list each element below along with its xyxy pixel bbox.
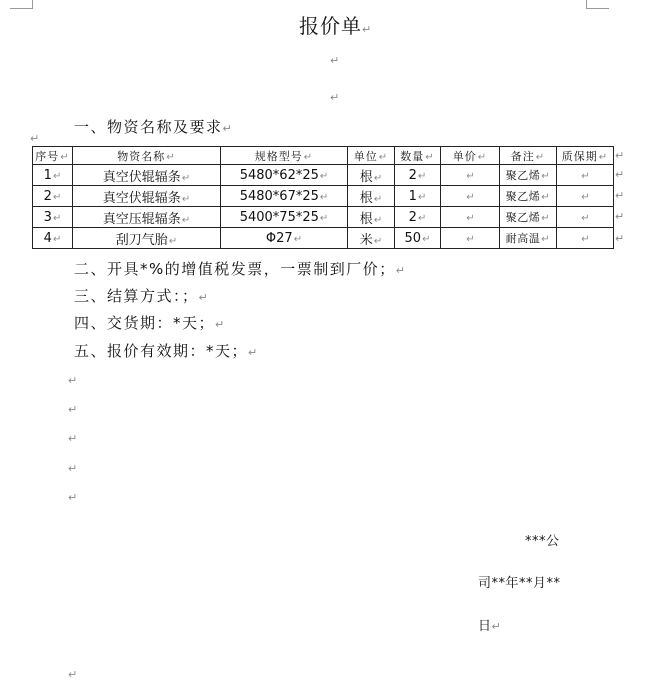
cell-warranty: ↵ bbox=[557, 228, 614, 249]
cell-no: 1↵ bbox=[33, 165, 73, 186]
cell-no: 4↵ bbox=[33, 228, 73, 249]
table-header-row bbox=[33, 147, 614, 165]
crop-mark-top-right bbox=[586, 0, 609, 9]
header-cell: 物资名称↵ bbox=[73, 147, 221, 165]
cell-warranty: ↵ bbox=[557, 186, 614, 207]
header-cell: 单价↵ bbox=[441, 147, 500, 165]
cell-name: 刮刀气胎↵ bbox=[73, 228, 221, 249]
header-cell: 质保期↵ bbox=[557, 147, 614, 165]
cell-note: 聚乙烯↵ bbox=[500, 186, 557, 207]
cell-qty: 2↵ bbox=[395, 165, 441, 186]
row-end-mark: ↵ bbox=[615, 232, 625, 245]
section-heading-3: 三、结算方式：；↵ bbox=[74, 287, 210, 305]
empty-paragraph: ↵ bbox=[68, 491, 78, 504]
cell-name: 真空压辊辐条↵ bbox=[73, 207, 221, 228]
table-row bbox=[33, 207, 614, 228]
empty-paragraph: ↵ bbox=[330, 91, 340, 104]
signature-company: ***公 bbox=[525, 534, 560, 549]
header-cell: 备注↵ bbox=[500, 147, 557, 165]
cell-name: 真空伏辊辐条↵ bbox=[73, 165, 221, 186]
empty-paragraph: ↵ bbox=[30, 132, 40, 145]
cell-warranty: ↵ bbox=[557, 165, 614, 186]
signature-date: 司**年**月** bbox=[478, 576, 561, 591]
header-cell: 数量↵ bbox=[395, 147, 441, 165]
empty-paragraph: ↵ bbox=[68, 403, 78, 416]
cell-spec: 5480*62*25↵ bbox=[221, 165, 348, 186]
materials-table bbox=[32, 146, 614, 249]
cell-spec: 5480*67*25↵ bbox=[221, 186, 348, 207]
section-heading-5: 五、报价有效期：*天；↵ bbox=[74, 342, 259, 360]
cell-unit: 根↵ bbox=[348, 207, 395, 228]
header-cell: 规格型号↵ bbox=[221, 147, 348, 165]
cell-price: ↵ bbox=[441, 207, 500, 228]
cell-name: 真空伏辊辐条↵ bbox=[73, 186, 221, 207]
cell-price: ↵ bbox=[441, 165, 500, 186]
cell-spec: Φ27↵ bbox=[221, 228, 348, 249]
cell-note: 聚乙烯↵ bbox=[500, 165, 557, 186]
cell-qty: 50↵ bbox=[395, 228, 441, 249]
row-end-mark: ↵ bbox=[615, 149, 625, 162]
header-cell: 序号↵ bbox=[33, 147, 73, 165]
cell-unit: 根↵ bbox=[348, 186, 395, 207]
cell-qty: 2↵ bbox=[395, 207, 441, 228]
cell-price: ↵ bbox=[441, 228, 500, 249]
cell-note: 聚乙烯↵ bbox=[500, 207, 557, 228]
cell-no: 3↵ bbox=[33, 207, 73, 228]
cell-no: 2↵ bbox=[33, 186, 73, 207]
section-heading-1: 一、物资名称及要求↵ bbox=[74, 118, 234, 136]
cell-warranty: ↵ bbox=[557, 207, 614, 228]
empty-paragraph: ↵ bbox=[330, 54, 340, 67]
cell-qty: 1↵ bbox=[395, 186, 441, 207]
row-end-mark: ↵ bbox=[615, 168, 625, 181]
empty-paragraph: ↵ bbox=[68, 668, 78, 681]
page-title: 报价单↵ bbox=[299, 14, 373, 38]
empty-paragraph: ↵ bbox=[68, 374, 78, 387]
table-row bbox=[33, 228, 614, 249]
empty-paragraph: ↵ bbox=[68, 432, 78, 445]
section-heading-2: 二、开具*%的增值税发票，一票制到厂价；↵ bbox=[74, 260, 407, 278]
signature-day: 日↵ bbox=[478, 619, 502, 634]
cell-price: ↵ bbox=[441, 186, 500, 207]
section-heading-4: 四、交货期：*天；↵ bbox=[74, 314, 226, 332]
crop-mark-top-left bbox=[10, 0, 33, 9]
cell-note: 耐高温↵ bbox=[500, 228, 557, 249]
table-row bbox=[33, 186, 614, 207]
cell-unit: 米↵ bbox=[348, 228, 395, 249]
table-row bbox=[33, 165, 614, 186]
empty-paragraph: ↵ bbox=[68, 462, 78, 475]
header-cell: 单位↵ bbox=[348, 147, 395, 165]
cell-spec: 5400*75*25↵ bbox=[221, 207, 348, 228]
row-end-mark: ↵ bbox=[615, 210, 625, 223]
cell-unit: 根↵ bbox=[348, 165, 395, 186]
row-end-mark: ↵ bbox=[615, 189, 625, 202]
